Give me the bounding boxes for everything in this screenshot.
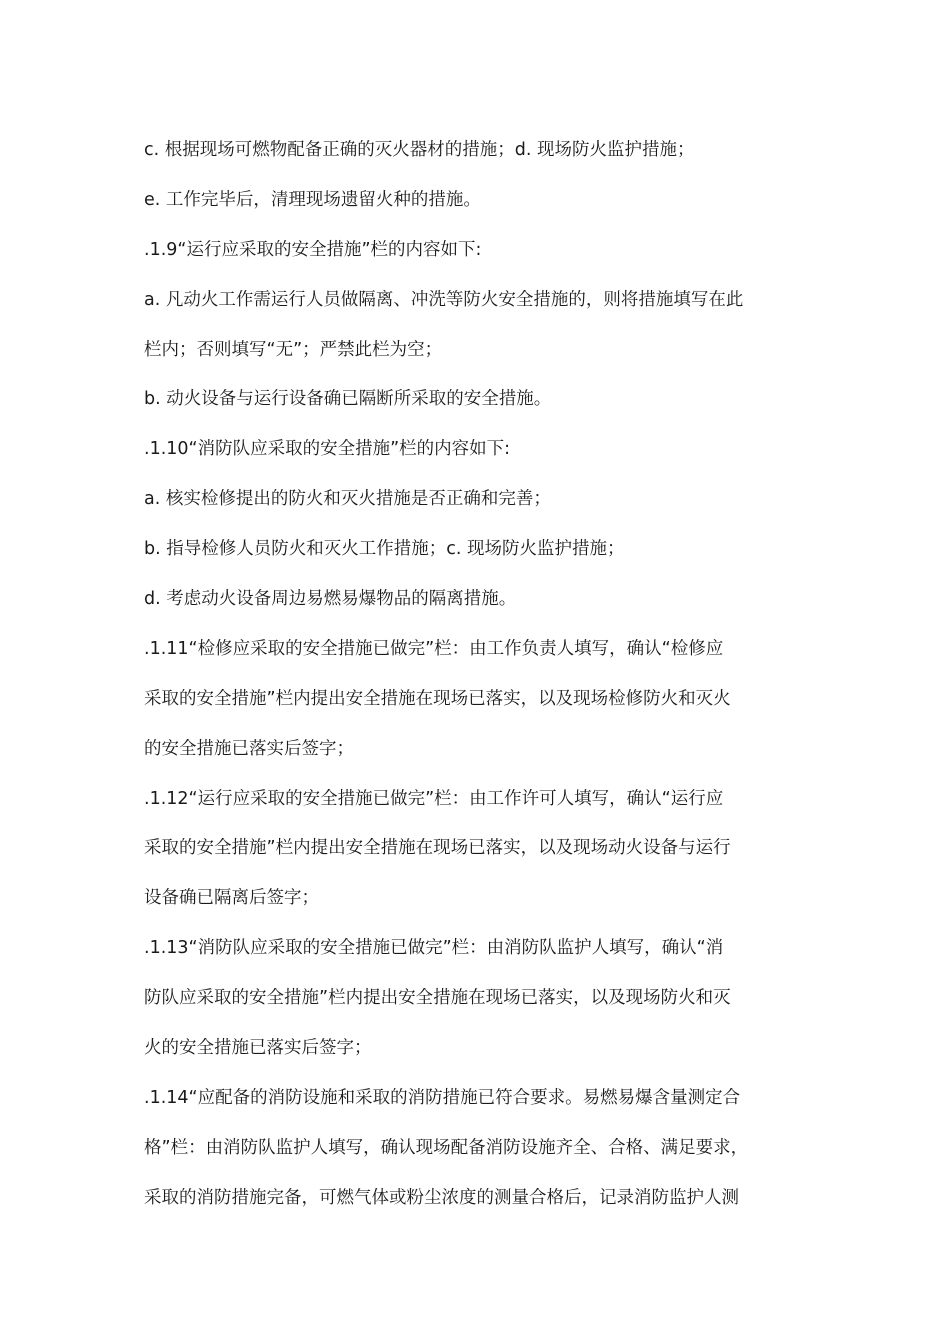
text-line-22: 采取的消防措施完备，可燃气体或粉尘浓度的测量合格后，记录消防监护人测 [144, 1187, 739, 1208]
text-line-11: .1.11“检修应采取的安全措施已做完”栏：由工作负责人填写，确认“检修应 [144, 638, 724, 659]
text-line-2: e. 工作完毕后，清理现场遗留火种的措施。 [144, 189, 481, 210]
text-line-13: 的安全措施已落实后签字； [144, 738, 354, 759]
text-line-21: 格”栏：由消防队监护人填写，确认现场配备消防设施齐全、合格、满足要求， [144, 1137, 749, 1158]
text-line-5: 栏内；否则填写“无”；严禁此栏为空； [144, 339, 443, 360]
text-line-18: 防队应采取的安全措施”栏内提出安全措施在现场已落实，以及现场防火和灭 [144, 988, 731, 1009]
text-line-4: a. 凡动火工作需运行人员做隔离、冲洗等防火安全措施的，则将措施填写在此 [144, 289, 744, 310]
text-line-9: b. 指导检修人员防火和灭火工作措施；c. 现场防火监护措施； [144, 539, 625, 560]
text-line-15: 采取的安全措施”栏内提出安全措施在现场已落实，以及现场动火设备与运行 [144, 838, 731, 859]
text-line-8: a. 核实检修提出的防火和灭火措施是否正确和完善； [144, 489, 551, 510]
text-line-10: d. 考虑动火设备周边易燃易爆物品的隔离措施。 [144, 589, 517, 610]
text-line-14: .1.12“运行应采取的安全措施已做完”栏：由工作许可人填写，确认“运行应 [144, 788, 724, 809]
text-line-12: 采取的安全措施”栏内提出安全措施在现场已落实，以及现场检修防火和灭火 [144, 688, 731, 709]
document-body [144, 126, 824, 1224]
text-line-20: .1.14“应配备的消防设施和采取的消防措施已符合要求。易燃易爆含量测定合 [144, 1087, 741, 1108]
text-line-19: 火的安全措施已落实后签字； [144, 1038, 372, 1059]
text-line-7: .1.10“消防队应采取的安全措施”栏的内容如下: [144, 439, 511, 460]
text-line-3: .1.9“运行应采取的安全措施”栏的内容如下: [144, 239, 482, 260]
text-line-17: .1.13“消防队应采取的安全措施已做完”栏：由消防队监护人填写，确认“消 [144, 938, 724, 959]
text-line-1: c. 根据现场可燃物配备正确的灭火器材的措施；d. 现场防火监护措施； [144, 140, 695, 160]
text-line-16: 设备确已隔离后签字； [144, 888, 319, 909]
text-line-6: b. 动火设备与运行设备确已隔断所采取的安全措施。 [144, 389, 552, 410]
